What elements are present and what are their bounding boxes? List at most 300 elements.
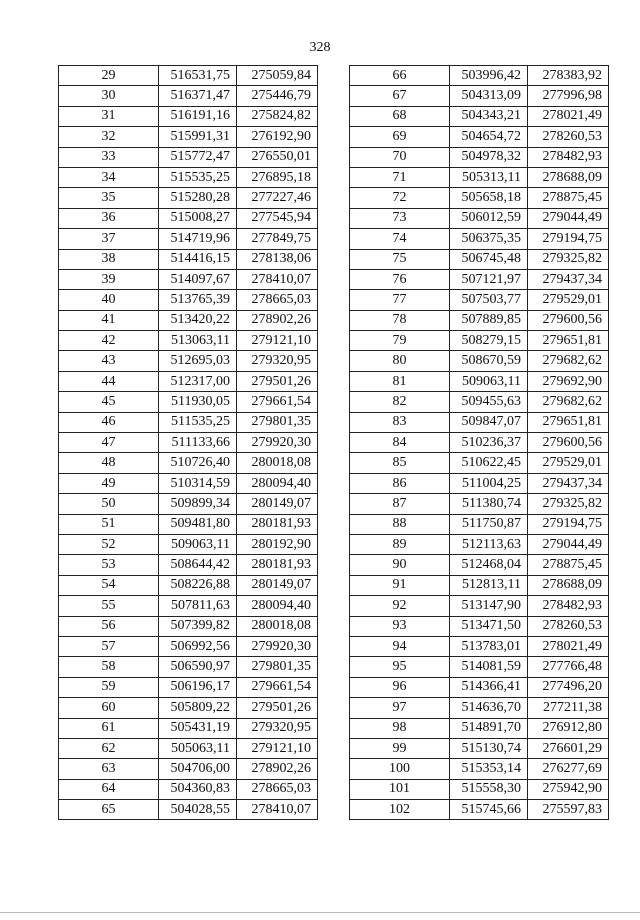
point-number-cell: 55 <box>59 596 159 616</box>
point-number-cell: 57 <box>59 636 159 656</box>
point-number-cell: 81 <box>350 371 450 391</box>
coordinates-table-left-body <box>59 66 318 820</box>
point-number-cell: 41 <box>59 310 159 330</box>
table-row <box>59 555 318 575</box>
point-number-cell: 99 <box>350 738 450 758</box>
point-number-cell: 67 <box>350 86 450 106</box>
point-number-cell: 101 <box>350 779 450 799</box>
table-row <box>59 188 318 208</box>
x-coordinate-cell: 515991,31 <box>159 127 237 147</box>
y-coordinate-cell: 279121,10 <box>237 738 318 758</box>
x-coordinate-cell: 510622,45 <box>450 453 528 473</box>
point-number-cell: 76 <box>350 269 450 289</box>
point-number-cell: 86 <box>350 473 450 493</box>
y-coordinate-cell: 275446,79 <box>237 86 318 106</box>
x-coordinate-cell: 515558,30 <box>450 779 528 799</box>
table-row <box>59 473 318 493</box>
point-number-cell: 98 <box>350 718 450 738</box>
y-coordinate-cell: 279529,01 <box>528 453 609 473</box>
x-coordinate-cell: 504313,09 <box>450 86 528 106</box>
table-row <box>350 433 609 453</box>
point-number-cell: 39 <box>59 269 159 289</box>
point-number-cell: 97 <box>350 698 450 718</box>
x-coordinate-cell: 515008,27 <box>159 208 237 228</box>
point-number-cell: 94 <box>350 636 450 656</box>
point-number-cell: 72 <box>350 188 450 208</box>
x-coordinate-cell: 512468,04 <box>450 555 528 575</box>
table-row <box>59 208 318 228</box>
x-coordinate-cell: 513147,90 <box>450 596 528 616</box>
y-coordinate-cell: 280149,07 <box>237 494 318 514</box>
y-coordinate-cell: 279437,34 <box>528 269 609 289</box>
point-number-cell: 69 <box>350 127 450 147</box>
x-coordinate-cell: 506375,35 <box>450 229 528 249</box>
x-coordinate-cell: 507889,85 <box>450 310 528 330</box>
x-coordinate-cell: 514891,70 <box>450 718 528 738</box>
y-coordinate-cell: 278902,26 <box>237 310 318 330</box>
y-coordinate-cell: 278875,45 <box>528 188 609 208</box>
y-coordinate-cell: 276550,01 <box>237 147 318 167</box>
table-row <box>59 392 318 412</box>
table-row <box>59 800 318 820</box>
x-coordinate-cell: 510236,37 <box>450 433 528 453</box>
point-number-cell: 62 <box>59 738 159 758</box>
y-coordinate-cell: 279661,54 <box>237 392 318 412</box>
x-coordinate-cell: 514081,59 <box>450 657 528 677</box>
y-coordinate-cell: 276192,90 <box>237 127 318 147</box>
point-number-cell: 33 <box>59 147 159 167</box>
table-row <box>350 677 609 697</box>
table-row <box>59 657 318 677</box>
x-coordinate-cell: 515353,14 <box>450 759 528 779</box>
y-coordinate-cell: 276895,18 <box>237 167 318 187</box>
x-coordinate-cell: 514636,70 <box>450 698 528 718</box>
x-coordinate-cell: 509481,80 <box>159 514 237 534</box>
x-coordinate-cell: 511004,25 <box>450 473 528 493</box>
y-coordinate-cell: 278410,07 <box>237 800 318 820</box>
y-coordinate-cell: 279121,10 <box>237 331 318 351</box>
table-row <box>350 249 609 269</box>
table-row <box>59 616 318 636</box>
table-row <box>350 555 609 575</box>
table-row <box>350 188 609 208</box>
point-number-cell: 50 <box>59 494 159 514</box>
x-coordinate-cell: 504706,00 <box>159 759 237 779</box>
point-number-cell: 68 <box>350 106 450 126</box>
x-coordinate-cell: 505809,22 <box>159 698 237 718</box>
x-coordinate-cell: 512695,03 <box>159 351 237 371</box>
x-coordinate-cell: 506590,97 <box>159 657 237 677</box>
y-coordinate-cell: 279194,75 <box>528 229 609 249</box>
table-row <box>350 351 609 371</box>
y-coordinate-cell: 279501,26 <box>237 698 318 718</box>
x-coordinate-cell: 508670,59 <box>450 351 528 371</box>
table-row <box>350 718 609 738</box>
y-coordinate-cell: 280094,40 <box>237 596 318 616</box>
coordinates-table-right <box>349 65 609 820</box>
table-row <box>350 800 609 820</box>
point-number-cell: 102 <box>350 800 450 820</box>
y-coordinate-cell: 277996,98 <box>528 86 609 106</box>
table-row <box>350 575 609 595</box>
y-coordinate-cell: 275059,84 <box>237 66 318 86</box>
x-coordinate-cell: 515772,47 <box>159 147 237 167</box>
y-coordinate-cell: 280149,07 <box>237 575 318 595</box>
x-coordinate-cell: 514366,41 <box>450 677 528 697</box>
point-number-cell: 40 <box>59 290 159 310</box>
point-number-cell: 53 <box>59 555 159 575</box>
y-coordinate-cell: 279501,26 <box>237 371 318 391</box>
table-row <box>59 779 318 799</box>
table-row <box>350 290 609 310</box>
point-number-cell: 100 <box>350 759 450 779</box>
y-coordinate-cell: 279920,30 <box>237 636 318 656</box>
point-number-cell: 64 <box>59 779 159 799</box>
page-bottom-edge <box>0 912 640 913</box>
point-number-cell: 43 <box>59 351 159 371</box>
x-coordinate-cell: 506196,17 <box>159 677 237 697</box>
y-coordinate-cell: 279651,81 <box>528 412 609 432</box>
y-coordinate-cell: 279600,56 <box>528 310 609 330</box>
y-coordinate-cell: 278138,06 <box>237 249 318 269</box>
table-row <box>350 392 609 412</box>
point-number-cell: 32 <box>59 127 159 147</box>
table-row <box>350 657 609 677</box>
x-coordinate-cell: 511535,25 <box>159 412 237 432</box>
point-number-cell: 73 <box>350 208 450 228</box>
x-coordinate-cell: 514097,67 <box>159 269 237 289</box>
x-coordinate-cell: 504028,55 <box>159 800 237 820</box>
table-row <box>350 738 609 758</box>
point-number-cell: 38 <box>59 249 159 269</box>
point-number-cell: 66 <box>350 66 450 86</box>
y-coordinate-cell: 277545,94 <box>237 208 318 228</box>
point-number-cell: 45 <box>59 392 159 412</box>
table-row <box>350 86 609 106</box>
table-row <box>350 127 609 147</box>
table-row <box>59 351 318 371</box>
x-coordinate-cell: 515130,74 <box>450 738 528 758</box>
point-number-cell: 74 <box>350 229 450 249</box>
x-coordinate-cell: 516371,47 <box>159 86 237 106</box>
point-number-cell: 56 <box>59 616 159 636</box>
table-row <box>59 249 318 269</box>
y-coordinate-cell: 278482,93 <box>528 596 609 616</box>
x-coordinate-cell: 505063,11 <box>159 738 237 758</box>
x-coordinate-cell: 513471,50 <box>450 616 528 636</box>
point-number-cell: 36 <box>59 208 159 228</box>
x-coordinate-cell: 510314,59 <box>159 473 237 493</box>
y-coordinate-cell: 277227,46 <box>237 188 318 208</box>
x-coordinate-cell: 505658,18 <box>450 188 528 208</box>
table-row <box>350 473 609 493</box>
point-number-cell: 30 <box>59 86 159 106</box>
y-coordinate-cell: 279651,81 <box>528 331 609 351</box>
table-row <box>59 269 318 289</box>
point-number-cell: 79 <box>350 331 450 351</box>
x-coordinate-cell: 506992,56 <box>159 636 237 656</box>
y-coordinate-cell: 279801,35 <box>237 412 318 432</box>
point-number-cell: 96 <box>350 677 450 697</box>
y-coordinate-cell: 277211,38 <box>528 698 609 718</box>
y-coordinate-cell: 279692,90 <box>528 371 609 391</box>
x-coordinate-cell: 512317,00 <box>159 371 237 391</box>
table-row <box>350 269 609 289</box>
x-coordinate-cell: 516191,16 <box>159 106 237 126</box>
x-coordinate-cell: 508644,42 <box>159 555 237 575</box>
point-number-cell: 70 <box>350 147 450 167</box>
y-coordinate-cell: 279325,82 <box>528 249 609 269</box>
point-number-cell: 49 <box>59 473 159 493</box>
point-number-cell: 37 <box>59 229 159 249</box>
table-row <box>59 229 318 249</box>
y-coordinate-cell: 278260,53 <box>528 616 609 636</box>
table-row <box>59 738 318 758</box>
table-row <box>350 106 609 126</box>
x-coordinate-cell: 509847,07 <box>450 412 528 432</box>
x-coordinate-cell: 515535,25 <box>159 167 237 187</box>
table-row <box>59 66 318 86</box>
table-row <box>59 759 318 779</box>
y-coordinate-cell: 275942,90 <box>528 779 609 799</box>
y-coordinate-cell: 279600,56 <box>528 433 609 453</box>
coordinates-table-left <box>58 65 318 820</box>
x-coordinate-cell: 515280,28 <box>159 188 237 208</box>
x-coordinate-cell: 504360,83 <box>159 779 237 799</box>
y-coordinate-cell: 278383,92 <box>528 66 609 86</box>
point-number-cell: 59 <box>59 677 159 697</box>
table-row <box>350 147 609 167</box>
table-row <box>350 412 609 432</box>
y-coordinate-cell: 279320,95 <box>237 351 318 371</box>
y-coordinate-cell: 280018,08 <box>237 453 318 473</box>
table-row <box>350 534 609 554</box>
table-row <box>59 147 318 167</box>
table-row <box>350 596 609 616</box>
point-number-cell: 34 <box>59 167 159 187</box>
point-number-cell: 80 <box>350 351 450 371</box>
x-coordinate-cell: 509899,34 <box>159 494 237 514</box>
table-row <box>59 596 318 616</box>
x-coordinate-cell: 516531,75 <box>159 66 237 86</box>
point-number-cell: 84 <box>350 433 450 453</box>
table-row <box>350 66 609 86</box>
table-row <box>59 575 318 595</box>
point-number-cell: 42 <box>59 331 159 351</box>
table-row <box>59 127 318 147</box>
y-coordinate-cell: 279661,54 <box>237 677 318 697</box>
point-number-cell: 91 <box>350 575 450 595</box>
x-coordinate-cell: 511380,74 <box>450 494 528 514</box>
table-row <box>350 229 609 249</box>
y-coordinate-cell: 276601,29 <box>528 738 609 758</box>
table-row <box>59 453 318 473</box>
y-coordinate-cell: 279044,49 <box>528 208 609 228</box>
x-coordinate-cell: 506012,59 <box>450 208 528 228</box>
point-number-cell: 60 <box>59 698 159 718</box>
y-coordinate-cell: 280192,90 <box>237 534 318 554</box>
x-coordinate-cell: 511750,87 <box>450 514 528 534</box>
y-coordinate-cell: 277849,75 <box>237 229 318 249</box>
x-coordinate-cell: 514719,96 <box>159 229 237 249</box>
point-number-cell: 88 <box>350 514 450 534</box>
x-coordinate-cell: 507503,77 <box>450 290 528 310</box>
y-coordinate-cell: 279194,75 <box>528 514 609 534</box>
y-coordinate-cell: 277496,20 <box>528 677 609 697</box>
x-coordinate-cell: 509063,11 <box>450 371 528 391</box>
table-row <box>59 86 318 106</box>
y-coordinate-cell: 279682,62 <box>528 392 609 412</box>
point-number-cell: 77 <box>350 290 450 310</box>
table-row <box>350 371 609 391</box>
point-number-cell: 71 <box>350 167 450 187</box>
y-coordinate-cell: 278665,03 <box>237 779 318 799</box>
y-coordinate-cell: 280018,08 <box>237 616 318 636</box>
point-number-cell: 82 <box>350 392 450 412</box>
table-row <box>59 331 318 351</box>
table-row <box>350 208 609 228</box>
point-number-cell: 35 <box>59 188 159 208</box>
table-row <box>350 698 609 718</box>
point-number-cell: 29 <box>59 66 159 86</box>
point-number-cell: 85 <box>350 453 450 473</box>
table-row <box>59 534 318 554</box>
x-coordinate-cell: 504978,32 <box>450 147 528 167</box>
y-coordinate-cell: 278021,49 <box>528 106 609 126</box>
table-row <box>59 698 318 718</box>
point-number-cell: 93 <box>350 616 450 636</box>
y-coordinate-cell: 278902,26 <box>237 759 318 779</box>
point-number-cell: 51 <box>59 514 159 534</box>
x-coordinate-cell: 505313,11 <box>450 167 528 187</box>
point-number-cell: 78 <box>350 310 450 330</box>
x-coordinate-cell: 504343,21 <box>450 106 528 126</box>
x-coordinate-cell: 503996,42 <box>450 66 528 86</box>
y-coordinate-cell: 280181,93 <box>237 514 318 534</box>
x-coordinate-cell: 504654,72 <box>450 127 528 147</box>
x-coordinate-cell: 513420,22 <box>159 310 237 330</box>
x-coordinate-cell: 512813,11 <box>450 575 528 595</box>
x-coordinate-cell: 514416,15 <box>159 249 237 269</box>
x-coordinate-cell: 513783,01 <box>450 636 528 656</box>
x-coordinate-cell: 506745,48 <box>450 249 528 269</box>
x-coordinate-cell: 511133,66 <box>159 433 237 453</box>
y-coordinate-cell: 275824,82 <box>237 106 318 126</box>
y-coordinate-cell: 277766,48 <box>528 657 609 677</box>
table-row <box>350 310 609 330</box>
y-coordinate-cell: 276912,80 <box>528 718 609 738</box>
point-number-cell: 31 <box>59 106 159 126</box>
table-row <box>59 514 318 534</box>
table-row <box>350 616 609 636</box>
y-coordinate-cell: 279682,62 <box>528 351 609 371</box>
y-coordinate-cell: 280181,93 <box>237 555 318 575</box>
table-row <box>59 290 318 310</box>
x-coordinate-cell: 507121,97 <box>450 269 528 289</box>
point-number-cell: 63 <box>59 759 159 779</box>
x-coordinate-cell: 515745,66 <box>450 800 528 820</box>
y-coordinate-cell: 278260,53 <box>528 127 609 147</box>
table-row <box>350 759 609 779</box>
table-row <box>59 718 318 738</box>
y-coordinate-cell: 279044,49 <box>528 534 609 554</box>
point-number-cell: 52 <box>59 534 159 554</box>
point-number-cell: 46 <box>59 412 159 432</box>
point-number-cell: 54 <box>59 575 159 595</box>
x-coordinate-cell: 508226,88 <box>159 575 237 595</box>
y-coordinate-cell: 279320,95 <box>237 718 318 738</box>
point-number-cell: 58 <box>59 657 159 677</box>
table-row <box>350 636 609 656</box>
point-number-cell: 83 <box>350 412 450 432</box>
x-coordinate-cell: 511930,05 <box>159 392 237 412</box>
x-coordinate-cell: 509063,11 <box>159 534 237 554</box>
page-number: 328 <box>309 40 331 55</box>
y-coordinate-cell: 278021,49 <box>528 636 609 656</box>
table-row <box>350 514 609 534</box>
point-number-cell: 95 <box>350 657 450 677</box>
x-coordinate-cell: 508279,15 <box>450 331 528 351</box>
y-coordinate-cell: 279920,30 <box>237 433 318 453</box>
y-coordinate-cell: 278482,93 <box>528 147 609 167</box>
table-row <box>350 331 609 351</box>
y-coordinate-cell: 279529,01 <box>528 290 609 310</box>
table-row <box>350 494 609 514</box>
x-coordinate-cell: 513063,11 <box>159 331 237 351</box>
x-coordinate-cell: 510726,40 <box>159 453 237 473</box>
point-number-cell: 90 <box>350 555 450 575</box>
point-number-cell: 92 <box>350 596 450 616</box>
point-number-cell: 47 <box>59 433 159 453</box>
table-row <box>59 106 318 126</box>
y-coordinate-cell: 279437,34 <box>528 473 609 493</box>
table-row <box>59 433 318 453</box>
y-coordinate-cell: 276277,69 <box>528 759 609 779</box>
y-coordinate-cell: 280094,40 <box>237 473 318 493</box>
point-number-cell: 75 <box>350 249 450 269</box>
point-number-cell: 48 <box>59 453 159 473</box>
table-row <box>59 636 318 656</box>
point-number-cell: 65 <box>59 800 159 820</box>
x-coordinate-cell: 512113,63 <box>450 534 528 554</box>
y-coordinate-cell: 278410,07 <box>237 269 318 289</box>
x-coordinate-cell: 513765,39 <box>159 290 237 310</box>
table-row <box>350 167 609 187</box>
table-row <box>59 310 318 330</box>
point-number-cell: 89 <box>350 534 450 554</box>
point-number-cell: 61 <box>59 718 159 738</box>
table-row <box>350 779 609 799</box>
y-coordinate-cell: 275597,83 <box>528 800 609 820</box>
coordinates-table-right-body <box>350 66 609 820</box>
y-coordinate-cell: 278875,45 <box>528 555 609 575</box>
x-coordinate-cell: 507399,82 <box>159 616 237 636</box>
table-row <box>59 677 318 697</box>
table-row <box>59 167 318 187</box>
table-row <box>59 494 318 514</box>
point-number-cell: 44 <box>59 371 159 391</box>
y-coordinate-cell: 278688,09 <box>528 167 609 187</box>
y-coordinate-cell: 279801,35 <box>237 657 318 677</box>
table-row <box>350 453 609 473</box>
table-row <box>59 371 318 391</box>
y-coordinate-cell: 278688,09 <box>528 575 609 595</box>
y-coordinate-cell: 278665,03 <box>237 290 318 310</box>
table-row <box>59 412 318 432</box>
y-coordinate-cell: 279325,82 <box>528 494 609 514</box>
x-coordinate-cell: 507811,63 <box>159 596 237 616</box>
x-coordinate-cell: 509455,63 <box>450 392 528 412</box>
